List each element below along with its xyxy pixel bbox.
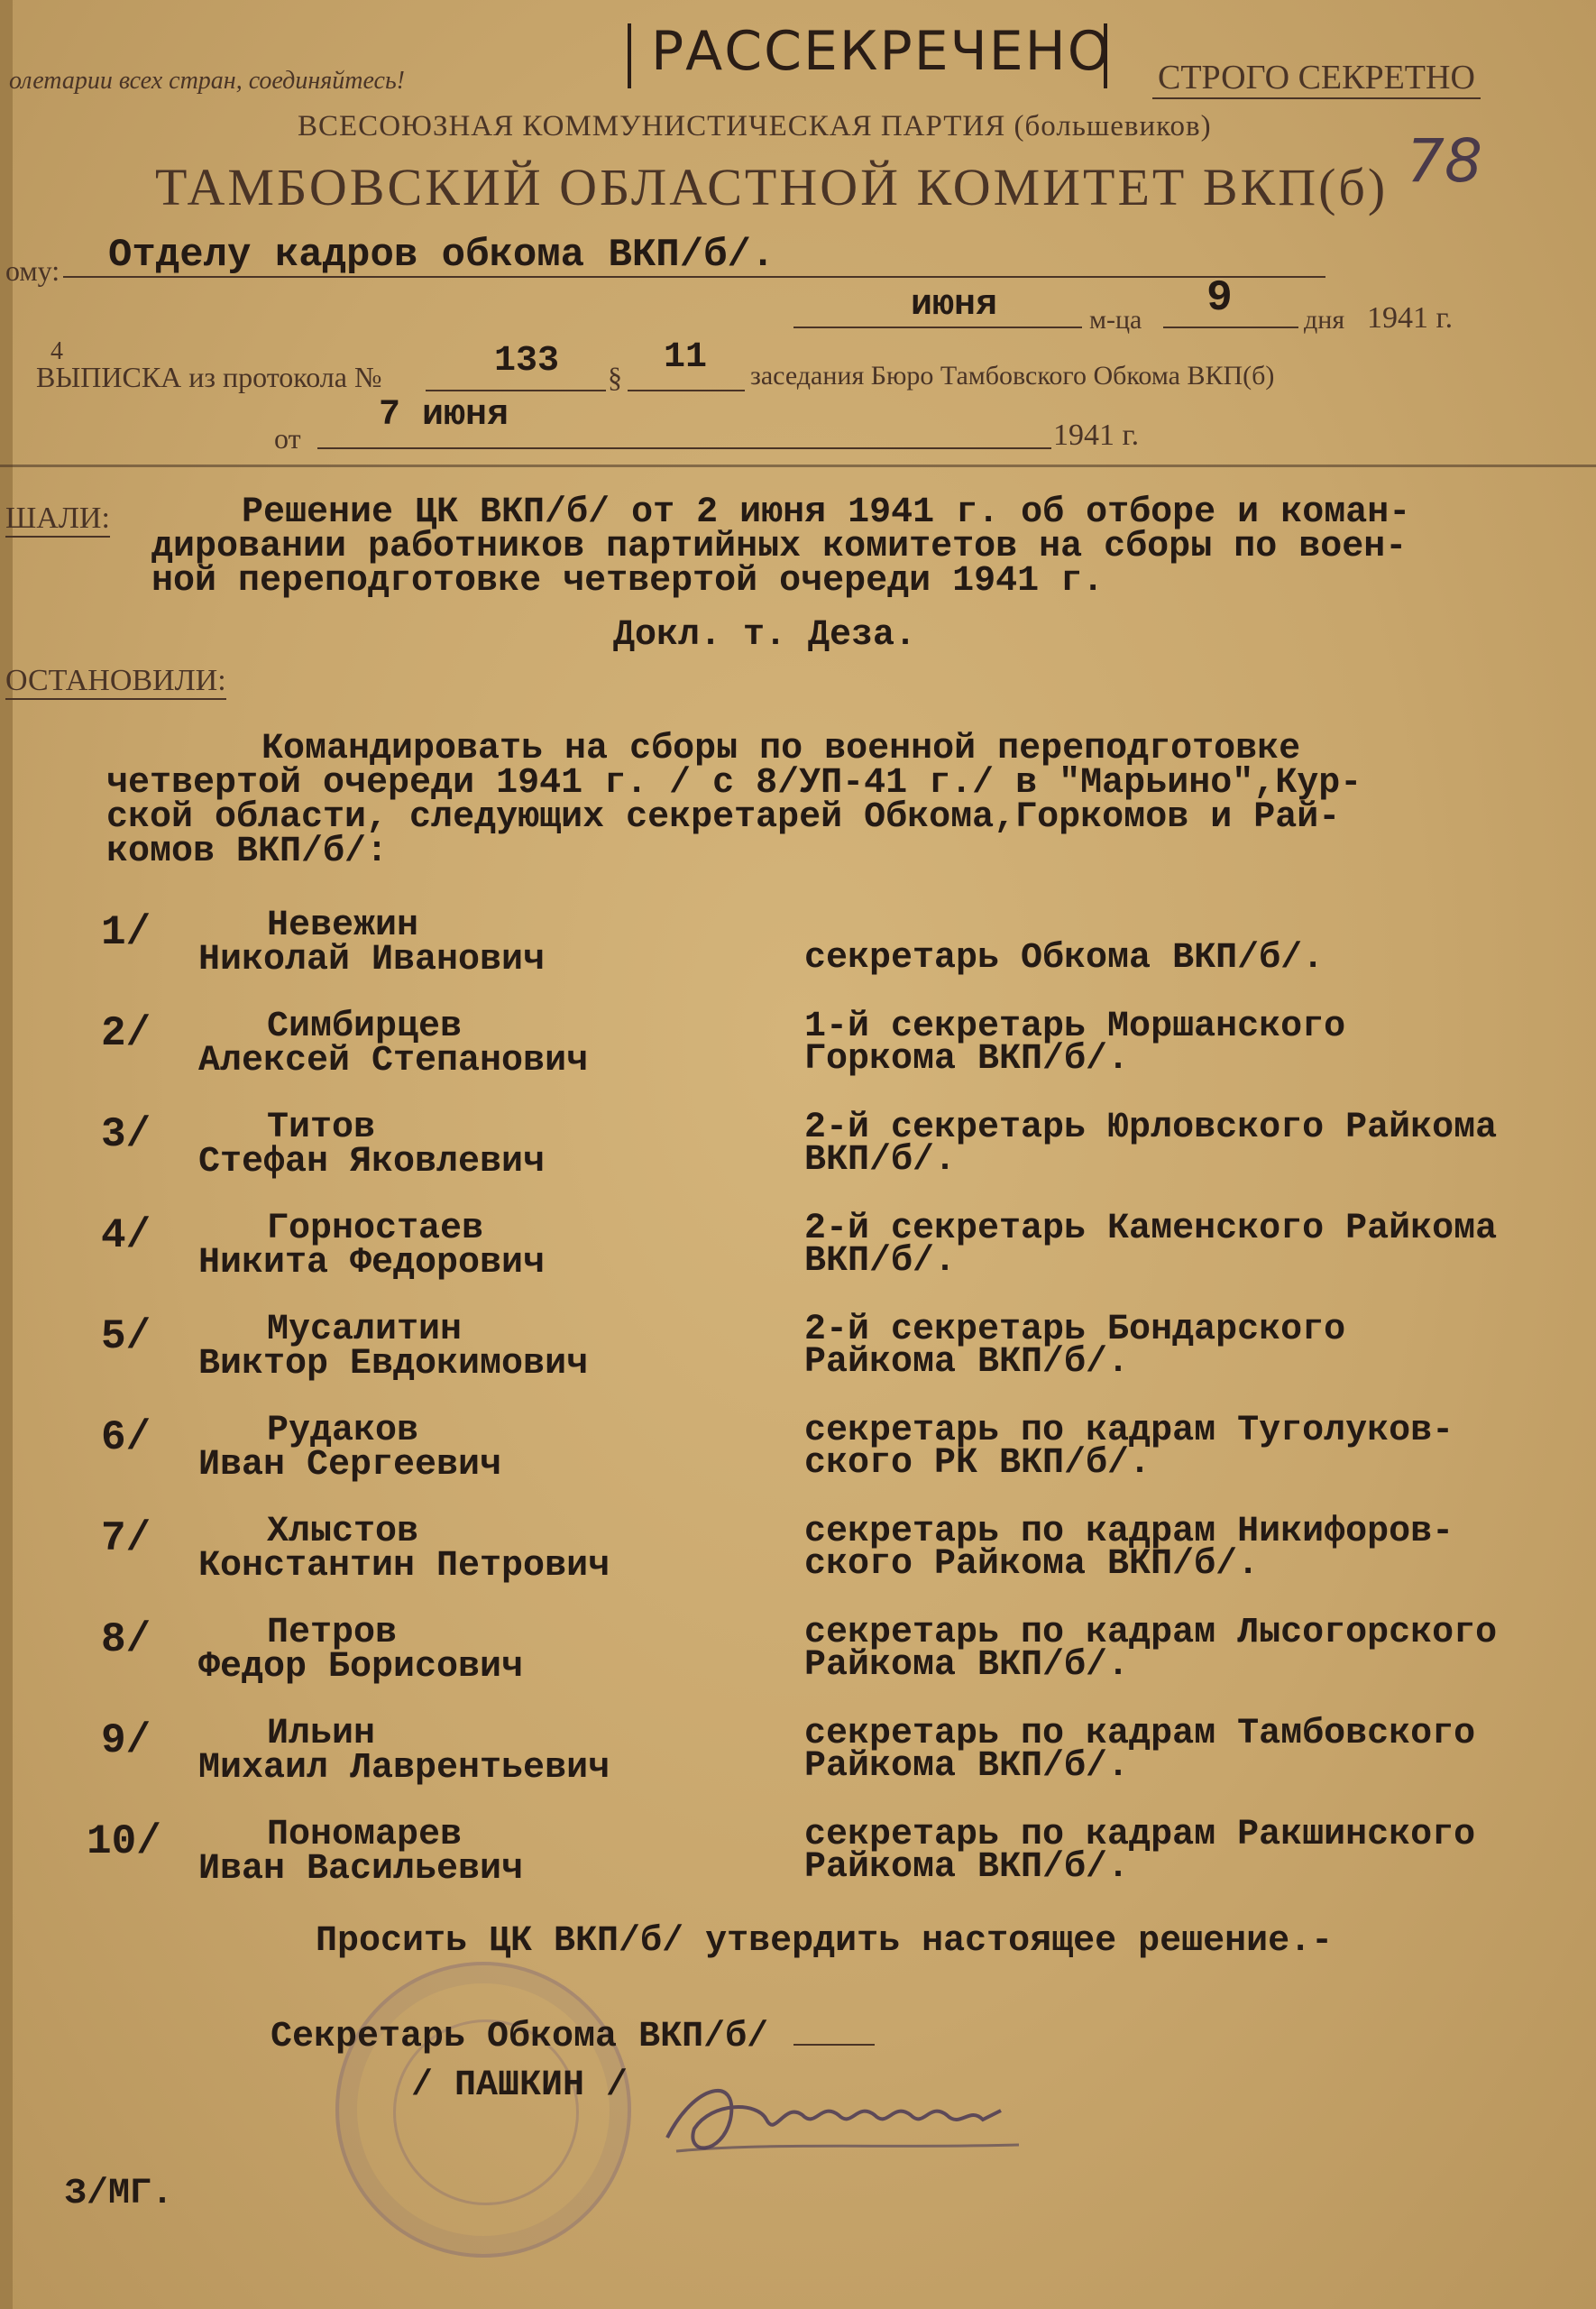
person-name: Никита Федорович: [198, 1243, 546, 1283]
person-surname: Горностаев: [267, 1209, 484, 1249]
person-surname: Пономарев: [267, 1815, 463, 1855]
row-number: 4/: [101, 1212, 151, 1259]
heard-line-1: Решение ЦК ВКП/б/ от 2 июня 1941 г. об отборе и коман-: [242, 492, 1411, 533]
person-name: Михаил Лаврентьевич: [198, 1748, 610, 1789]
approval-request: Просить ЦК ВКП/б/ утвердить настоящее решение.-: [316, 1921, 1334, 1962]
row-number: 6/: [101, 1414, 151, 1461]
person-post: секретарь по кадрам Ракшинского: [804, 1815, 1476, 1855]
heard-line-2: дировании работников партийных комитетов на сборы по воен-: [151, 527, 1408, 567]
person-name: Иван Сергеевич: [198, 1445, 502, 1486]
person-name: Стефан Яковлевич: [198, 1142, 546, 1182]
person-surname: Ильин: [267, 1714, 376, 1754]
signer-title: Секретарь Обкома ВКП/б/: [271, 2017, 769, 2057]
person-post-continued: ского РК ВКП/б/.: [804, 1443, 1151, 1484]
person-post: секретарь по кадрам Тамбовского: [804, 1714, 1476, 1754]
date-day: 9: [1206, 274, 1233, 323]
person-post-continued: Райкома ВКП/б/.: [804, 1342, 1130, 1383]
person-surname: Титов: [267, 1108, 376, 1148]
extract-label: ВЫПИСКА из протокола №: [36, 361, 382, 393]
row-number: 8/: [101, 1616, 151, 1663]
section-sign: §: [608, 361, 622, 393]
person-post: секретарь Обкома ВКП/б/.: [804, 938, 1325, 979]
from-date: 7 июня: [379, 395, 509, 436]
person-name: Константин Петрович: [198, 1546, 610, 1587]
row-number: 3/: [101, 1111, 151, 1158]
declassified-stamp: [628, 20, 1113, 88]
section-number: 11: [664, 337, 708, 378]
row-number: 5/: [101, 1313, 151, 1360]
resolved-line-4: комов ВКП/б/:: [106, 832, 389, 872]
from-date-line: [317, 447, 1051, 449]
person-surname: Невежин: [267, 906, 419, 946]
person-surname: Петров: [267, 1613, 398, 1653]
from-label: от: [274, 422, 301, 455]
section-line: [628, 390, 745, 391]
person-post-continued: Райкома ВКП/б/.: [804, 1847, 1130, 1888]
slogan: олетарии всех стран, соединяйтесь!: [9, 67, 406, 95]
address-label: ому:: [5, 254, 60, 287]
person-surname: Рудаков: [267, 1411, 419, 1451]
person-name: Федор Борисович: [198, 1647, 524, 1688]
person-post: 2-й секретарь Бондарского: [804, 1310, 1346, 1350]
person-name: Иван Васильевич: [198, 1849, 524, 1890]
heard-report: Докл. т. Деза.: [613, 615, 917, 656]
secrecy-label: СТРОГО СЕКРЕТНО: [1152, 58, 1481, 99]
person-post-continued: Горкома ВКП/б/.: [804, 1039, 1130, 1080]
heard-label: ШАЛИ:: [5, 501, 110, 538]
person-post: 2-й секретарь Юрловского Райкома: [804, 1108, 1498, 1148]
row-number: 7/: [101, 1515, 151, 1562]
row-number: 9/: [101, 1717, 151, 1764]
signature: [658, 2065, 1082, 2174]
person-name: Виктор Евдокимович: [198, 1344, 589, 1384]
person-post: секретарь по кадрам Никифоров-: [804, 1512, 1454, 1552]
row-number: 10/: [87, 1818, 161, 1865]
date-month-line: [793, 327, 1082, 328]
person-post-continued: ВКП/б/.: [804, 1140, 957, 1181]
person-surname: Хлыстов: [267, 1512, 419, 1552]
date-day-line: [1163, 327, 1298, 328]
row-number: 2/: [101, 1010, 151, 1057]
signer-name: / ПАШКИН /: [411, 2065, 628, 2106]
round-seal: [335, 1962, 631, 2258]
resolved-line-1: Командировать на сборы по военной переподготовке: [261, 729, 1301, 769]
resolved-label: ОСТАНОВИЛИ:: [5, 664, 226, 700]
person-post: секретарь по кадрам Туголуков-: [804, 1411, 1454, 1451]
committee-name: ТАМБОВСКИЙ ОБЛАСТНОЙ КОМИТЕТ ВКП(б): [155, 158, 1389, 216]
declassified-stamp-text: РАССЕКРЕЧЕНО: [651, 20, 1113, 83]
date-day-label: дня: [1304, 305, 1345, 335]
person-post-continued: Райкома ВКП/б/.: [804, 1645, 1130, 1686]
heard-line-3: ной переподготовке четвертой очереди 1941 г.: [151, 561, 1105, 602]
person-post: 1-й секретарь Моршанского: [804, 1007, 1346, 1047]
person-post: 2-й секретарь Каменского Райкома: [804, 1209, 1498, 1249]
resolved-line-3: ской области, следующих секретарей Обкома,Горкомов и Рай-: [106, 797, 1341, 838]
person-name: Алексей Степанович: [198, 1041, 589, 1081]
protocol-number: 133: [494, 341, 560, 382]
person-name: Николай Иванович: [198, 940, 546, 980]
date-year: 1941 г.: [1367, 301, 1454, 335]
person-post-continued: Райкома ВКП/б/.: [804, 1746, 1130, 1787]
party-name: ВСЕСОЮЗНАЯ КОММУНИСТИЧЕСКАЯ ПАРТИЯ (большевиков): [298, 110, 1212, 143]
person-post-continued: ского Райкома ВКП/б/.: [804, 1544, 1260, 1585]
address-value: Отделу кадров обкома ВКП/б/.: [108, 233, 775, 278]
date-month-label: м-ца: [1089, 305, 1142, 335]
fold-line: [0, 465, 1596, 467]
handwritten-number: 78: [1407, 126, 1482, 196]
row-number: 1/: [101, 909, 151, 956]
person-post: секретарь по кадрам Лысогорского: [804, 1613, 1498, 1653]
meeting-label: заседания Бюро Тамбовского Обкома ВКП(б): [750, 361, 1275, 391]
person-post-continued: ВКП/б/.: [804, 1241, 957, 1282]
person-surname: Мусалитин: [267, 1310, 463, 1350]
typist-initials: З/МГ.: [65, 2174, 174, 2214]
date-month: июня: [911, 285, 998, 326]
signer-dash: [793, 2044, 875, 2046]
protocol-line: [426, 390, 606, 391]
extract-mark: 4: [50, 337, 63, 365]
person-surname: Симбирцев: [267, 1007, 463, 1047]
paper-left-edge: [0, 0, 13, 2309]
from-year: 1941 г.: [1053, 419, 1140, 452]
resolved-line-2: четвертой очереди 1941 г. / с 8/УП-41 г./ в "Марьино",Кур-: [106, 763, 1362, 804]
